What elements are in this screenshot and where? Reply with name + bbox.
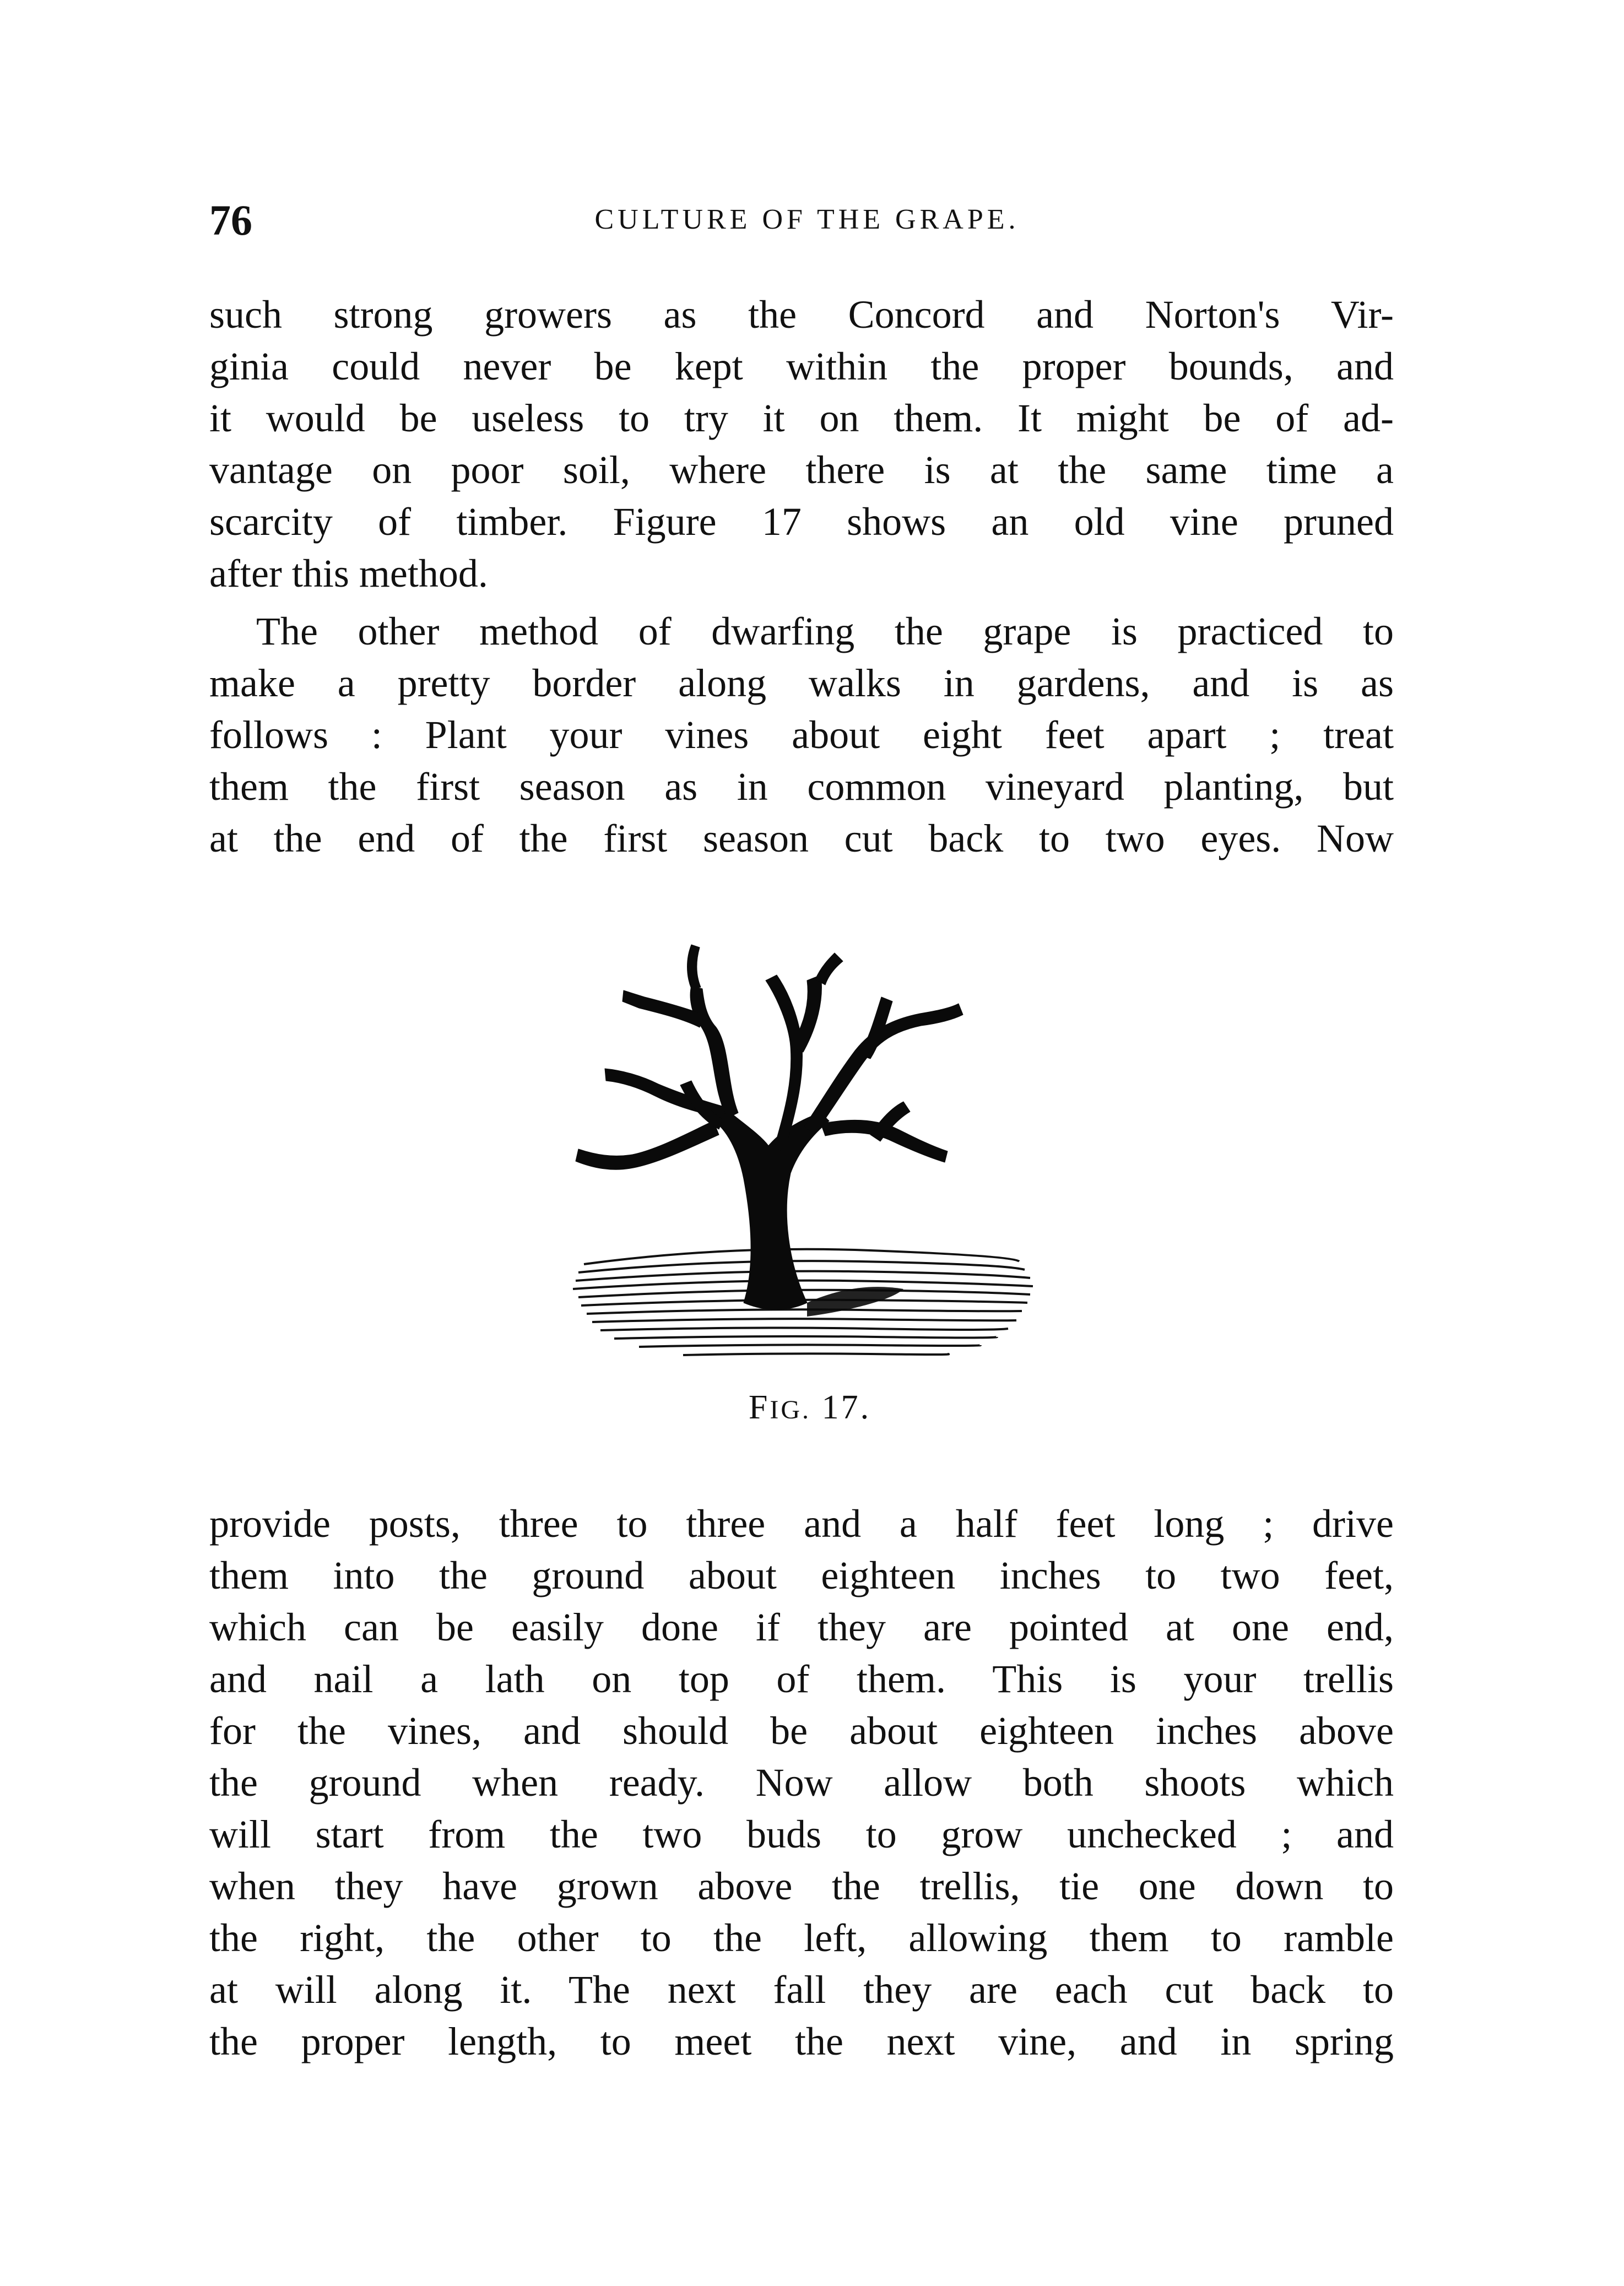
text-line: vantage on poor soil, where there is at the same time a [209, 448, 1394, 492]
text-line: which can be easily done if they are pointed at one end, [209, 1605, 1394, 1649]
vine-trunk-and-branches [576, 945, 963, 1310]
text-line: them into the ground about eighteen inches to two feet, [209, 1553, 1394, 1597]
text-line: and nail a lath on top of them. This is your trellis [209, 1657, 1394, 1701]
text-line: scarcity of timber. Figure 17 shows an old vine pruned [209, 500, 1394, 544]
text-line: the right, the other to the left, allowing them to ramble [209, 1916, 1394, 1960]
text-line: the ground when ready. Now allow both shoots which [209, 1760, 1394, 1805]
text-line: make a pretty border along walks in gardens, and is as [209, 661, 1394, 705]
caption-prefix: F [748, 1389, 770, 1426]
text-line: it would be useless to try it on them. It might be of ad- [209, 396, 1394, 440]
text-line: after this method. [209, 551, 488, 595]
text-line: at the end of the first season cut back to two eyes. Now [209, 816, 1394, 860]
text-line: The other method of dwarfing the grape is practiced to [256, 609, 1394, 653]
caption-smallcaps: IG. [770, 1395, 811, 1424]
text-line: follows : Plant your vines about eight feet apart ; treat [209, 713, 1394, 757]
text-line: for the vines, and should be about eighteen inches above [209, 1709, 1394, 1753]
text-line: such strong growers as the Concord and Norton's Vir- [209, 292, 1394, 337]
text-line: them the first season as in common vineyard planting, but [209, 765, 1394, 809]
text-line: provide posts, three to three and a half feet long ; drive [209, 1502, 1394, 1546]
old-vine-illustration [562, 936, 1041, 1372]
page-number: 76 [209, 196, 252, 244]
text-line: ginia could never be kept within the proper bounds, and [209, 344, 1394, 388]
text-line: the proper length, to meet the next vine, and in spring [209, 2019, 1394, 2063]
running-head-title: CULTURE OF THE GRAPE. [594, 204, 1020, 235]
figure-caption [716, 1388, 903, 1427]
caption-number: 17. [821, 1389, 871, 1426]
ground-shadow [807, 1287, 903, 1317]
text-line: will start from the two buds to grow unchecked ; and [209, 1812, 1394, 1856]
running-header [209, 196, 1405, 245]
text-line: when they have grown above the trellis, tie one down to [209, 1864, 1394, 1908]
text-line: at will along it. The next fall they are each cut back to [209, 1968, 1394, 2012]
